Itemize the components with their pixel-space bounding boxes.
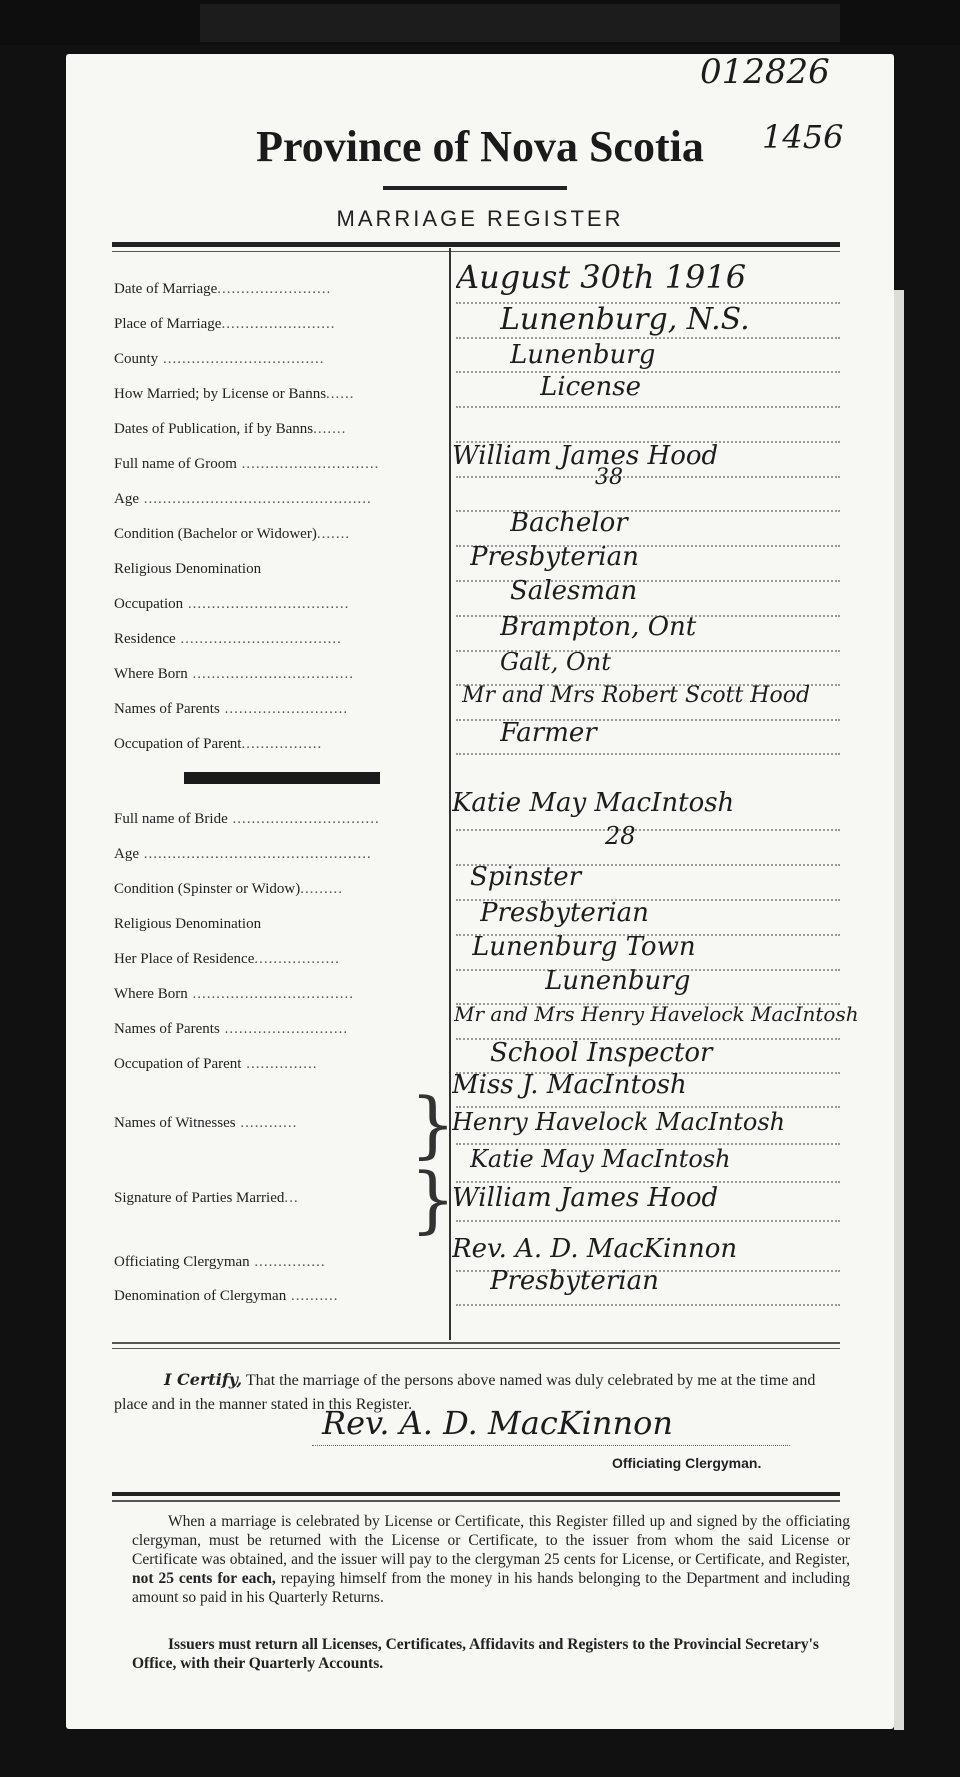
label-signature-parties: Signature of Parties Married... xyxy=(114,1190,299,1206)
label-groom-condition: Condition (Bachelor or Widower)....... xyxy=(114,526,351,542)
dotline xyxy=(456,1304,840,1306)
notice-text-end: repaying himself from the money in his hands belonging to the Department and including amount so paid in his Quarterly Returns. xyxy=(132,1570,851,1606)
certificate-lead: I Certify, xyxy=(164,1370,243,1389)
label-groom-residence: Residence .................................. xyxy=(114,631,342,647)
label-dates-of-publication: Dates of Publication, if by Banns....... xyxy=(114,421,347,437)
archive-number: 012826 xyxy=(700,52,830,92)
value-county: Lunenburg xyxy=(510,340,656,370)
label-groom-birthplace: Where Born .................................. xyxy=(114,666,354,682)
register-subtitle: MARRIAGE REGISTER xyxy=(336,206,624,231)
label-bride-name: Full name of Bride ............................... xyxy=(114,811,380,827)
value-groom-birthplace: Galt, Ont xyxy=(500,648,611,676)
label-bride-age: Age ................................................ xyxy=(114,846,372,862)
value-bride-birthplace: Lunenburg xyxy=(545,966,691,996)
value-witness-2: Henry Havelock MacIntosh xyxy=(452,1108,786,1136)
value-groom-parents: Mr and Mrs Robert Scott Hood xyxy=(462,683,811,708)
value-groom-parent-occupation: Farmer xyxy=(500,718,597,748)
label-county: County .................................. xyxy=(114,351,325,367)
top-rule-thin xyxy=(112,251,840,252)
dotline xyxy=(456,337,840,339)
label-bride-parent-occupation: Occupation of Parent ............... xyxy=(114,1056,318,1072)
value-witness-1: Miss J. MacIntosh xyxy=(452,1070,687,1100)
label-bride-parents: Names of Parents .......................... xyxy=(114,1021,349,1037)
label-how-married: How Married; by License or Banns...... xyxy=(114,386,355,402)
scanner-frame-top xyxy=(0,0,960,45)
bride-section-divider xyxy=(184,772,380,784)
certificate-caption: Officiating Clergyman. xyxy=(612,1455,762,1471)
value-bride-residence: Lunenburg Town xyxy=(472,932,696,962)
notice-paragraph xyxy=(132,1512,850,1607)
label-groom-parents: Names of Parents .......................... xyxy=(114,701,349,717)
notice-text-start: When a marriage is celebrated by License or Certificate, this Register filled up and signed by the officiating clergyman, must be returned with the License or Certificate, to the issuer from whom the said License or Certificate was obtained, and the issuer will pay to the clergyman 25 cents for License, or Certificate, and Register, xyxy=(132,1513,850,1568)
label-bride-religion: Religious Denomination xyxy=(114,916,262,932)
witnesses-brace: } xyxy=(410,1082,456,1166)
label-witnesses: Names of Witnesses ............ xyxy=(114,1115,298,1131)
label-bride-birthplace: Where Born .................................. xyxy=(114,986,354,1002)
page-title: Province of Nova Scotia xyxy=(256,122,704,171)
label-groom-occupation: Occupation .................................. xyxy=(114,596,350,612)
value-groom-religion: Presbyterian xyxy=(470,542,639,572)
cert-rule-top-2 xyxy=(112,1348,840,1349)
title-rule xyxy=(383,186,567,190)
label-bride-condition: Condition (Spinster or Widow)......... xyxy=(114,881,343,897)
scanner-frame-strip xyxy=(200,4,840,42)
paper-edge xyxy=(894,290,904,1730)
value-groom-condition: Bachelor xyxy=(510,508,628,538)
clergyman-signature: Rev. A. D. MacKinnon xyxy=(322,1404,673,1442)
label-groom-parent-occupation: Occupation of Parent................. xyxy=(114,736,323,752)
cert-rule-top xyxy=(112,1342,840,1344)
register-number: 1456 xyxy=(762,118,844,156)
top-rule xyxy=(112,242,840,247)
certificate-text: That the marriage of the persons above named was duly celebrated by me at the time and place and in the manner stated in this Register. xyxy=(114,1372,816,1413)
dotline xyxy=(456,753,840,755)
label-groom-age: Age ................................................ xyxy=(114,491,372,507)
notice-text-bold: not 25 cents for each, xyxy=(132,1570,276,1587)
value-groom-occupation: Salesman xyxy=(510,576,638,606)
signatures-brace: } xyxy=(410,1157,456,1241)
value-bride-age: 28 xyxy=(605,822,636,850)
value-groom-age: 38 xyxy=(595,465,623,490)
label-groom-name: Full name of Groom ............................. xyxy=(114,456,380,472)
value-bride-name: Katie May MacIntosh xyxy=(452,788,735,818)
notice-rule-thin xyxy=(112,1500,840,1502)
label-date-of-marriage: Date of Marriage........................ xyxy=(114,281,332,297)
dotline xyxy=(456,1220,840,1222)
value-signature-bride: Katie May MacIntosh xyxy=(470,1145,731,1173)
value-groom-residence: Brampton, Ont xyxy=(500,612,697,642)
signature-line xyxy=(312,1445,790,1446)
value-bride-condition: Spinster xyxy=(470,862,582,892)
label-bride-residence: Her Place of Residence.................. xyxy=(114,951,340,967)
label-place-of-marriage: Place of Marriage........................ xyxy=(114,316,336,332)
value-date-of-marriage: August 30th 1916 xyxy=(456,258,747,296)
label-clergyman-denomination: Denomination of Clergyman .......... xyxy=(114,1288,339,1304)
label-groom-religion: Religious Denomination xyxy=(114,561,262,577)
value-officiating-clergyman: Rev. A. D. MacKinnon xyxy=(452,1234,738,1264)
value-bride-religion: Presbyterian xyxy=(480,898,649,928)
value-signature-groom: William James Hood xyxy=(452,1183,719,1213)
value-place-of-marriage: Lunenburg, N.S. xyxy=(500,302,750,337)
notice-rule xyxy=(112,1492,840,1496)
dotline xyxy=(456,406,840,408)
value-groom-name: William James Hood xyxy=(452,441,719,471)
value-clergyman-denomination: Presbyterian xyxy=(490,1266,659,1296)
value-bride-parent-occupation: School Inspector xyxy=(490,1038,713,1068)
value-how-married: License xyxy=(540,372,642,402)
label-officiating-clergyman: Officiating Clergyman ............... xyxy=(114,1254,326,1270)
value-bride-parents: Mr and Mrs Henry Havelock MacIntosh xyxy=(454,1002,859,1026)
notice-footer: Issuers must return all Licenses, Certificates, Affidavits and Registers to the Provincial Secretary's Office, with their Quarterly Accounts. xyxy=(132,1636,819,1672)
